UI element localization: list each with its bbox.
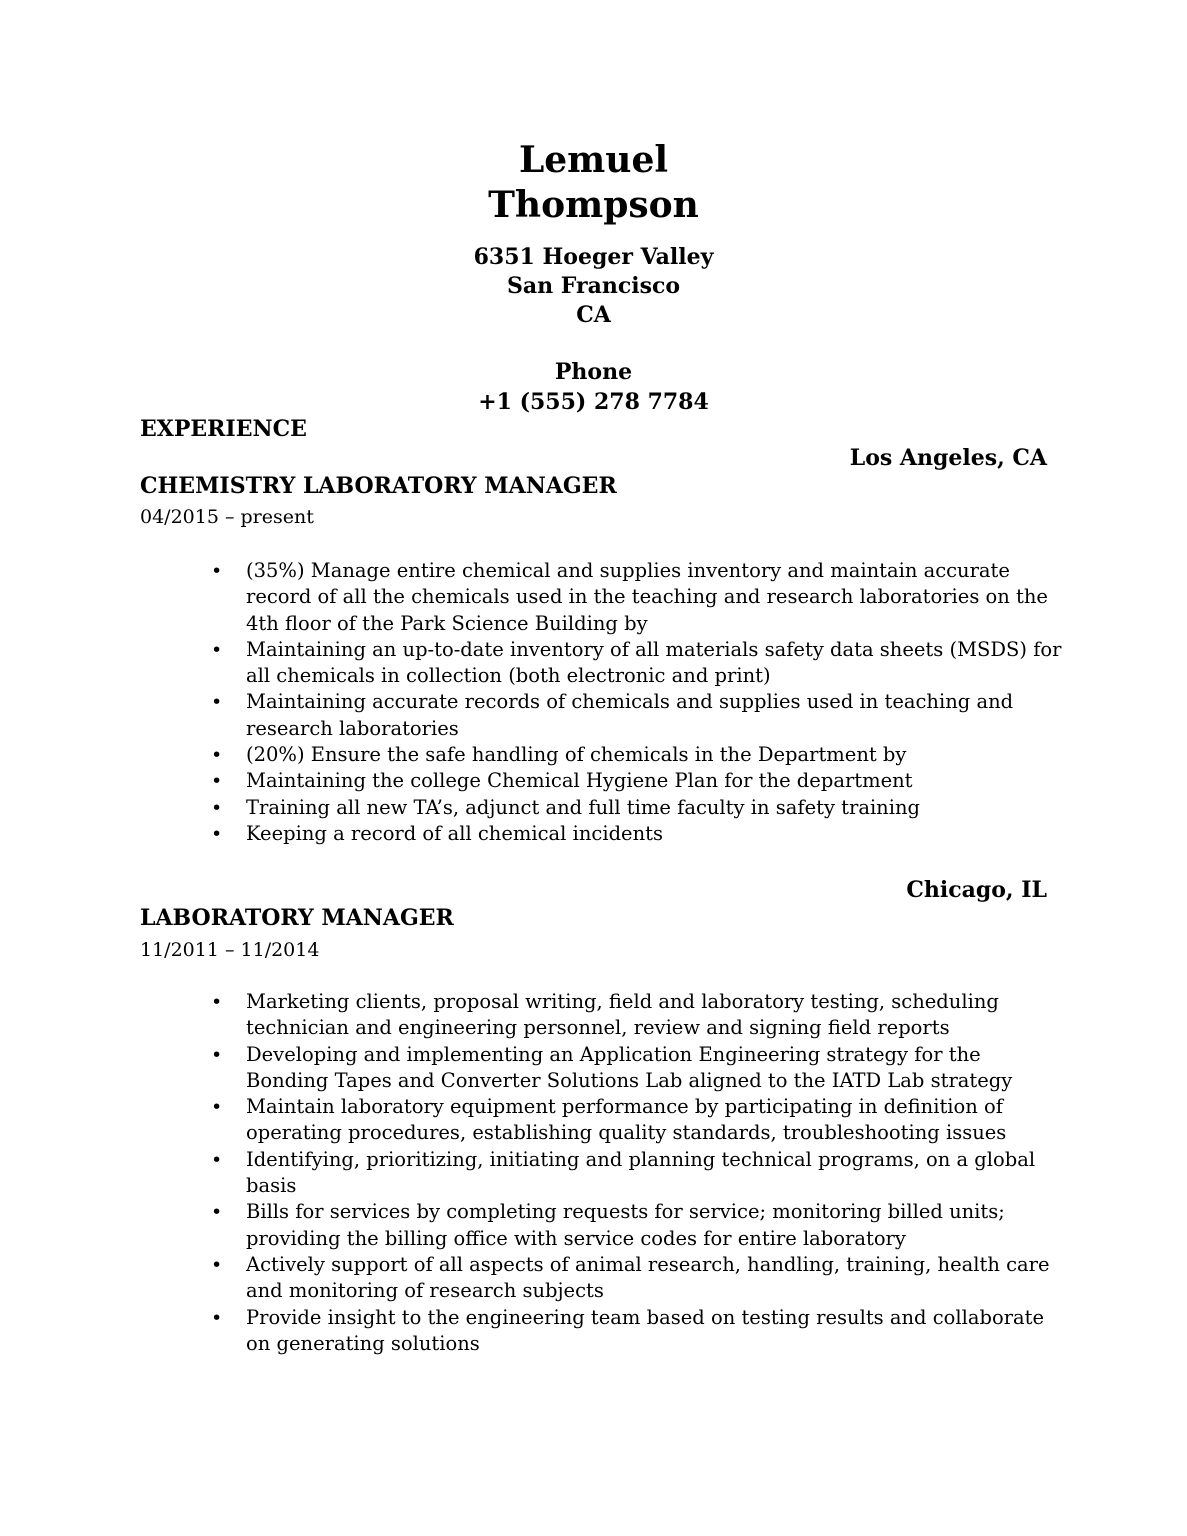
responsibility-item: • Maintain laboratory equipment performance by participating in definition of operating procedures, establishing quality standards, troubleshooting issues [246,1094,1066,1147]
address-line-3: CA [576,302,611,328]
responsibility-item: • Bills for services by completing requests for service; monitoring billed units; providing the billing office with service codes for entire laboratory [246,1199,1066,1252]
responsibility-item: • Training all new TA’s, adjunct and full time faculty in safety training [246,795,1066,821]
job-location: Chicago, IL [906,877,1047,903]
job-title: CHEMISTRY LABORATORY MANAGER [140,473,617,499]
responsibility-item: • Maintaining an up-to-date inventory of all materials safety data sheets (MSDS) for all chemicals in collection (both electronic and print) [246,637,1066,690]
responsibility-item: • Maintaining accurate records of chemicals and supplies used in teaching and research laboratories [246,689,1066,742]
job-location: Los Angeles, CA [849,445,1047,471]
responsibility-item: • (35%) Manage entire chemical and supplies inventory and maintain accurate record of all the chemicals used in the teaching and research laboratories on the 4th floor of the Park Science Building by [246,558,1066,637]
responsibility-item: • Keeping a record of all chemical incidents [246,821,1066,847]
candidate-name [0,138,1187,228]
job-title: LABORATORY MANAGER [140,905,454,931]
responsibility-item: • (20%) Ensure the safe handling of chemicals in the Department by [246,742,1066,768]
responsibility-item: • Marketing clients, proposal writing, field and laboratory testing, scheduling technician and engineering personnel, review and signing field reports [246,989,1066,1042]
job-dates: 11/2011 – 11/2014 [140,939,320,961]
address-line-2: San Francisco [506,273,681,299]
responsibility-item: • Actively support of all aspects of animal research, handling, training, health care and monitoring of research subjects [246,1252,1066,1305]
phone-label: Phone [554,359,633,385]
responsibility-item: • Maintaining the college Chemical Hygiene Plan for the department [246,768,1066,794]
first-name: Lemuel [518,139,669,181]
last-name: Thompson [488,184,699,226]
phone-number: +1 (555) 278 7784 [478,389,709,415]
experience-section-title: EXPERIENCE [140,416,307,442]
job-dates: 04/2015 – present [140,506,314,528]
responsibility-item: • Provide insight to the engineering team based on testing results and collaborate on generating solutions [246,1305,1066,1358]
job-responsibilities [246,989,1066,1357]
address-line-1: 6351 Hoeger Valley [473,244,714,270]
responsibility-item: • Identifying, prioritizing, initiating and planning technical programs, on a global basis [246,1147,1066,1200]
job-responsibilities [246,558,1066,847]
responsibility-item: • Developing and implementing an Application Engineering strategy for the Bonding Tapes and Converter Solutions Lab aligned to the IATD Lab strategy [246,1042,1066,1095]
